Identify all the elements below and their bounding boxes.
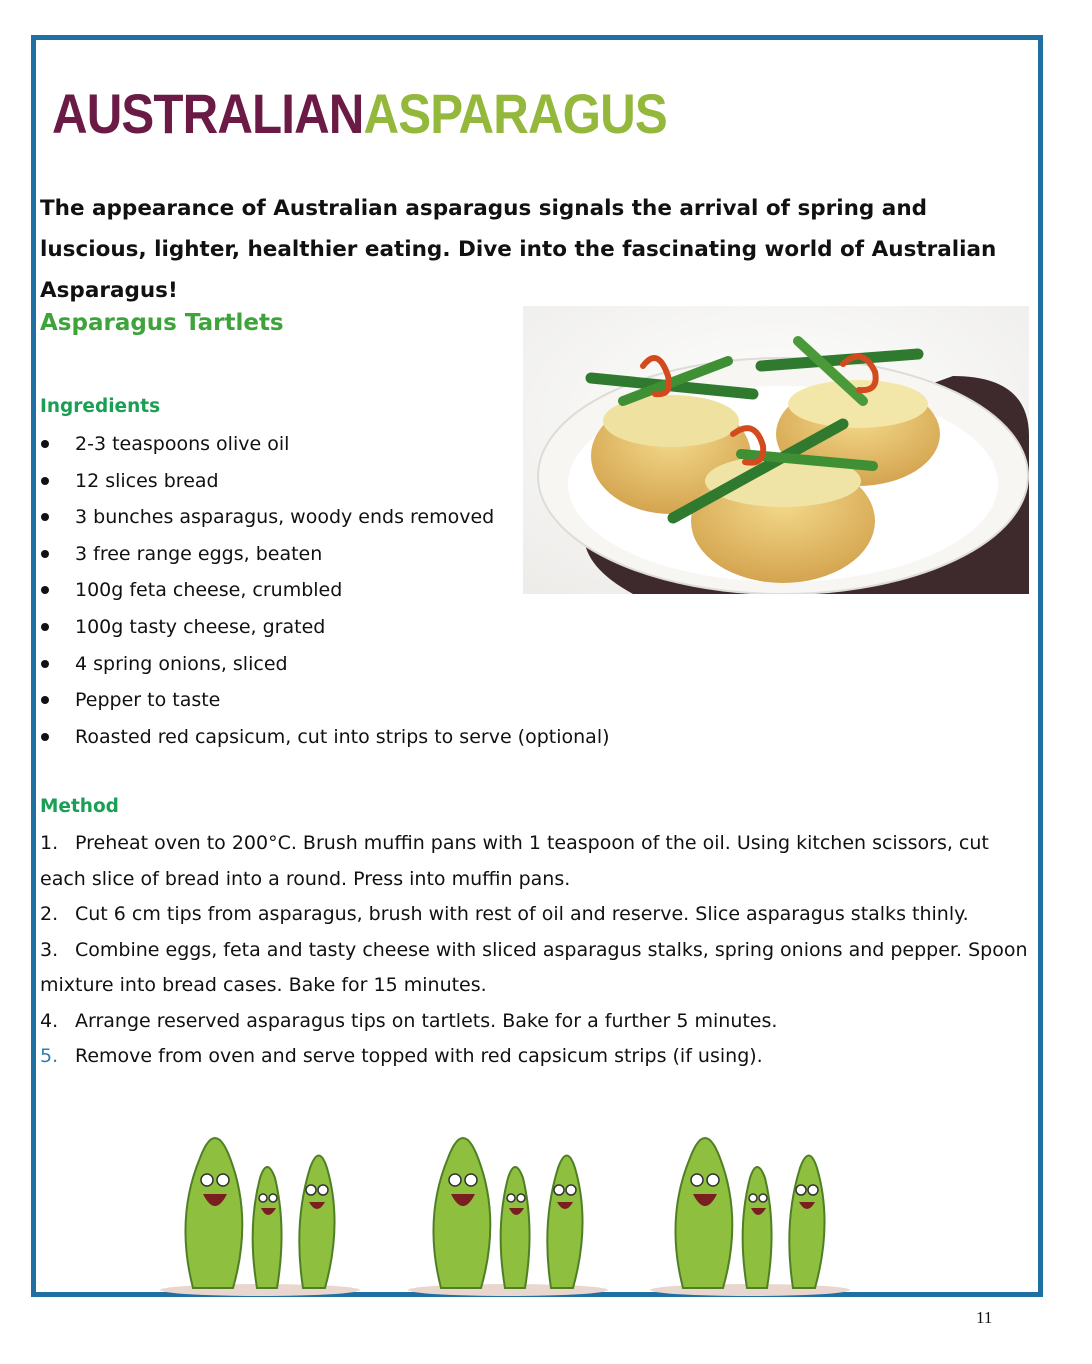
list-item: 3 bunches asparagus, woody ends removed — [40, 499, 610, 536]
bullet-icon — [41, 586, 49, 594]
asparagus-mascots-icon — [645, 1098, 855, 1298]
ingredients-heading: Ingredients — [40, 396, 161, 417]
asparagus-mascots-icon — [155, 1098, 365, 1298]
list-item: 3 free range eggs, beaten — [40, 536, 610, 573]
list-item: 12 slices bread — [40, 463, 610, 500]
list-item: Roasted red capsicum, cut into strips to serve (optional) — [40, 719, 610, 756]
method-steps — [40, 826, 1035, 1075]
list-item: 4. Arrange reserved asparagus tips on tartlets. Bake for a further 5 minutes. — [40, 1009, 778, 1032]
list-item: 3. Combine eggs, feta and tasty cheese with sliced asparagus stalks, spring onions and pepper. Spoon mixture into bread cases. Bake for 15 minutes. — [40, 938, 1028, 996]
bullet-icon — [41, 623, 49, 631]
list-item: 2-3 teaspoons olive oil — [40, 426, 610, 463]
bullet-icon — [41, 660, 49, 668]
asparagus-mascots-icon — [403, 1098, 613, 1298]
list-item: 100g tasty cheese, grated — [40, 609, 610, 646]
page-number: 11 — [976, 1308, 993, 1327]
intro-paragraph: The appearance of Australian asparagus signals the arrival of spring and luscious, lighter, healthier eating. Dive into the fascinating world of Australian Asparagus! — [40, 196, 997, 303]
bullet-icon — [41, 696, 49, 704]
bullet-icon — [41, 733, 49, 741]
bullet-icon — [41, 440, 49, 448]
list-item: 5. Remove from oven and serve topped with red capsicum strips (if using). — [40, 1045, 763, 1067]
list-item: 2. Cut 6 cm tips from asparagus, brush with rest of oil and reserve. Slice asparagus stalks thinly. — [40, 903, 969, 925]
brand-logo: AUSTRALIANASPARAGUS — [52, 82, 667, 145]
tartlets-photo — [523, 306, 1029, 594]
method-heading: Method — [40, 796, 119, 817]
recipe-title: Asparagus Tartlets — [40, 310, 284, 336]
list-item: Pepper to taste — [40, 682, 610, 719]
list-item: 1. Preheat oven to 200°C. Brush muffin pans with 1 teaspoon of the oil. Using kitchen scissors, cut each slice of bread into a round. Press into muffin pans. — [40, 832, 989, 890]
list-item: 100g feta cheese, crumbled — [40, 572, 610, 609]
bullet-icon — [41, 550, 49, 558]
list-item: 4 spring onions, sliced — [40, 646, 610, 683]
bullet-icon — [41, 477, 49, 485]
bullet-icon — [41, 513, 49, 521]
